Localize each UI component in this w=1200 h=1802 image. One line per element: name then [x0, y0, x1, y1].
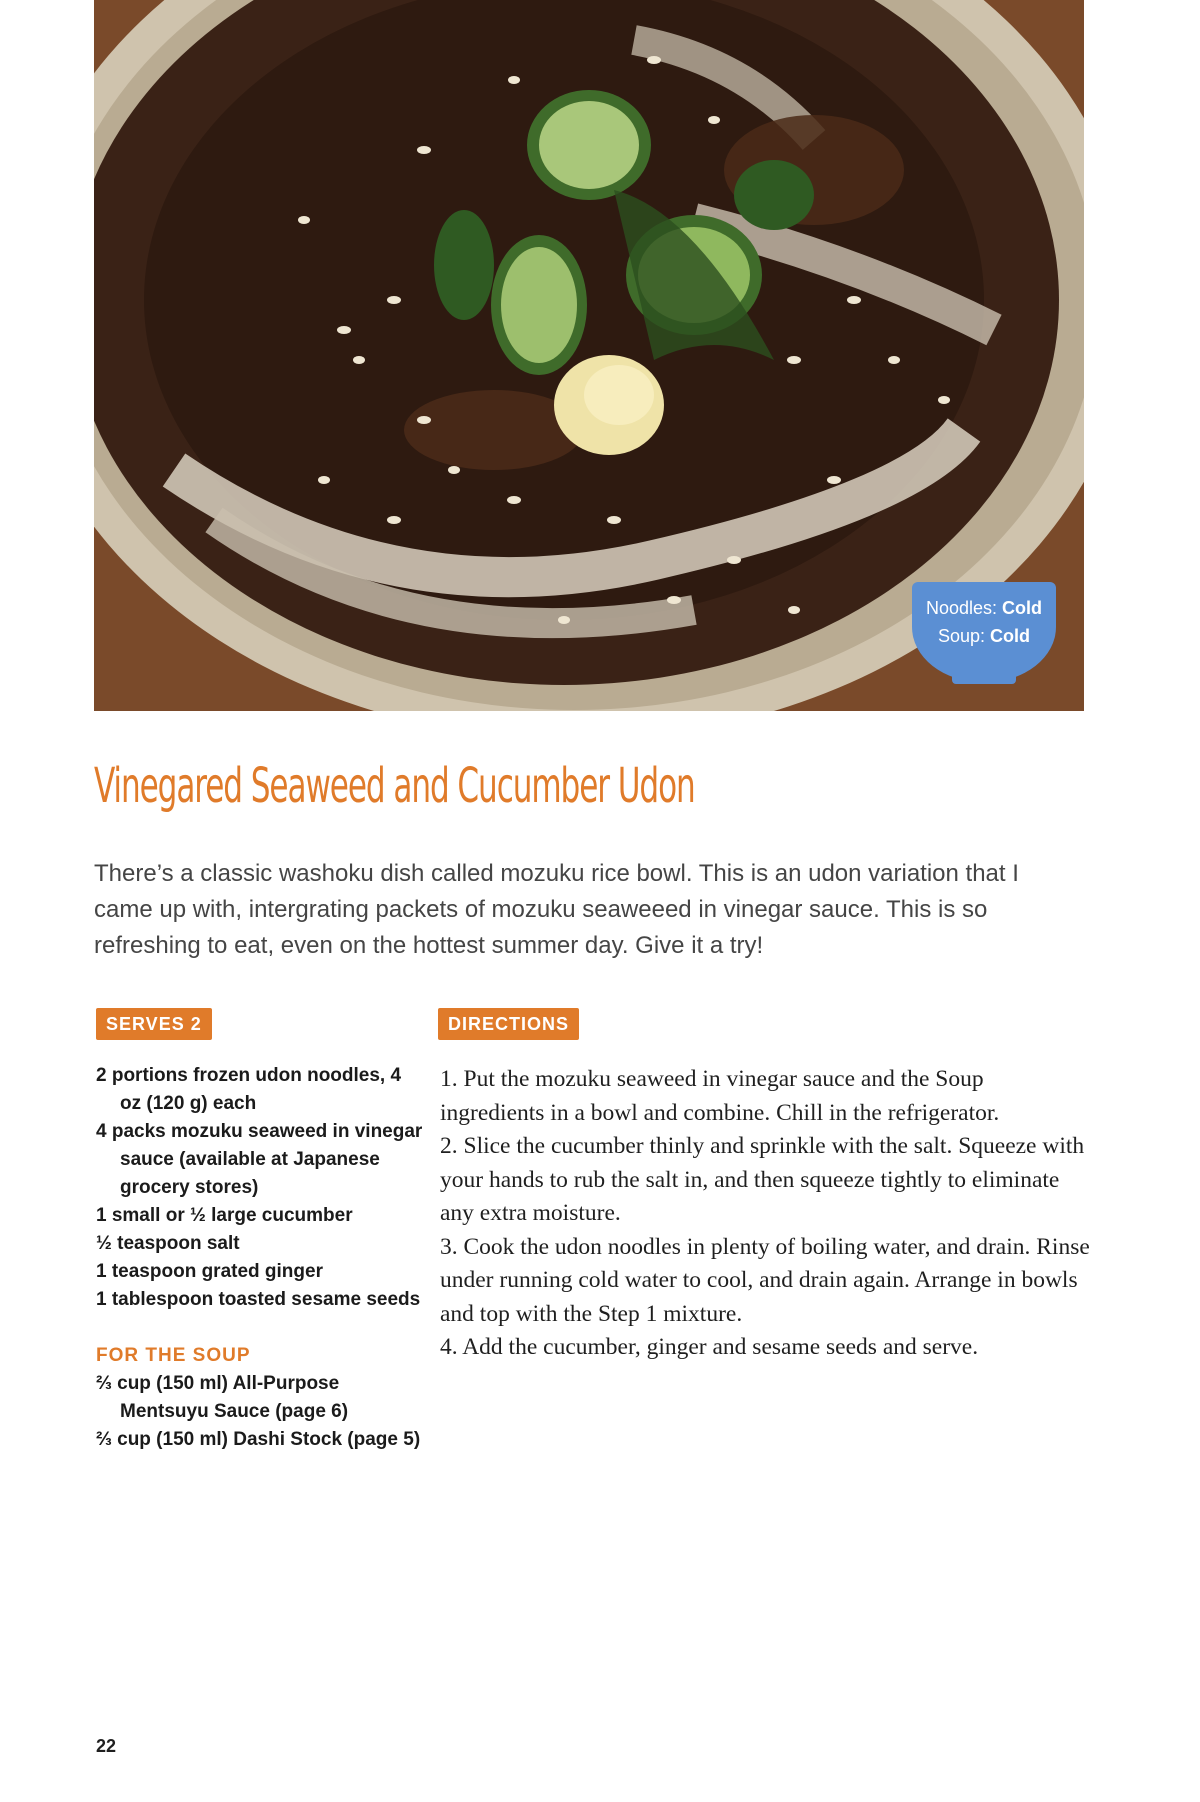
- page-number: 22: [96, 1736, 117, 1756]
- direction-step: 1. Put the mozuku seaweed in vinegar sauce and the Soup ingredients in a bowl and combine. Chill in the refrigerator.: [440, 1066, 1000, 1126]
- ingredients-list: [96, 1062, 426, 1454]
- badge-soup-line: [912, 622, 1056, 650]
- direction-step: 4. Add the cucumber, ginger and sesame seeds and serve.: [440, 1334, 979, 1360]
- badge-soup-label: Soup:: [937, 626, 986, 646]
- udon-bowl-photo: [94, 0, 1084, 711]
- directions-tag: DIRECTIONS: [438, 1008, 579, 1040]
- soup-ingredient-item: ⅔ cup (150 ml) All-Purpose Mentsuyu Sauce (page 6): [96, 1373, 349, 1422]
- ingredient-item: 1 small or ½ large cucumber: [96, 1205, 353, 1226]
- badge-noodles-value: Cold: [1002, 598, 1043, 618]
- ingredient-item: 2 portions frozen udon noodles, 4 oz (120 g) each: [96, 1065, 402, 1114]
- direction-step: 2. Slice the cucumber thinly and sprinkle with the salt. Squeeze with your hands to rub the salt in, and then squeeze tightly to eliminate any extra moisture.: [440, 1133, 1085, 1226]
- directions-list: [440, 1063, 1090, 1365]
- soup-heading: FOR THE SOUP: [96, 1345, 251, 1366]
- ingredient-item: 1 teaspoon grated ginger: [96, 1261, 323, 1282]
- soup-ingredient-item: ⅔ cup (150 ml) Dashi Stock (page 5): [96, 1429, 421, 1450]
- recipe-intro: There’s a classic washoku dish called mozuku rice bowl. This is an udon variation that I came up with, intergrating packets of mozuku seaweeed in vinegar sauce. This is so refreshing to eat, even on the hottest summer day. Give it a try!: [94, 860, 1019, 959]
- badge-soup-value: Cold: [990, 626, 1031, 646]
- badge-noodles-label: Noodles:: [925, 598, 998, 618]
- ingredient-item: 4 packs mozuku seaweed in vinegar sauce (available at Japanese grocery stores): [96, 1121, 423, 1198]
- direction-step: 3. Cook the udon noodles in plenty of boiling water, and drain. Rinse under running cold water to cool, and drain again. Arrange in bowls and top with the Step 1 mixture.: [440, 1233, 1090, 1327]
- badge-bowl-foot: [952, 674, 1016, 684]
- recipe-title: Vinegared Seaweed and Cucumber Udon: [94, 758, 695, 814]
- ingredient-item: 1 tablespoon toasted sesame seeds: [96, 1289, 421, 1310]
- badge-noodles-line: [912, 594, 1056, 622]
- ingredient-item: ½ teaspoon salt: [96, 1233, 240, 1254]
- serves-tag: SERVES 2: [96, 1008, 212, 1040]
